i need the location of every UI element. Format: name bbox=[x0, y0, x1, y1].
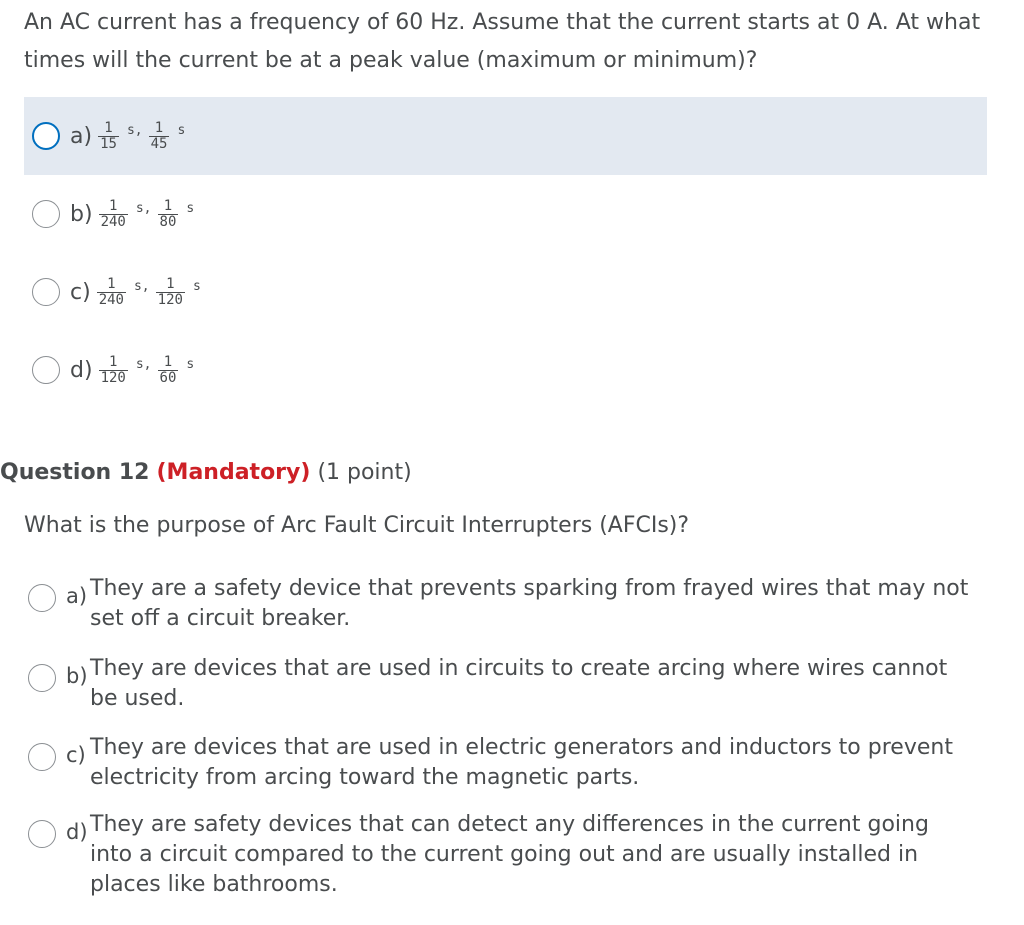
option-letter: a) bbox=[66, 584, 88, 608]
numerator: 1 bbox=[108, 197, 118, 214]
denominator: 240 bbox=[100, 213, 126, 230]
option-answer bbox=[97, 277, 207, 308]
separator: s, bbox=[135, 356, 152, 372]
separator: s, bbox=[133, 278, 150, 294]
radio-button-icon[interactable] bbox=[28, 664, 56, 692]
q11-option-b[interactable] bbox=[24, 175, 987, 253]
option-letter: b) bbox=[66, 664, 88, 688]
denominator: 240 bbox=[98, 291, 124, 308]
radio-button-icon[interactable] bbox=[32, 356, 60, 384]
unit: s bbox=[186, 200, 195, 216]
unit: s bbox=[186, 356, 195, 372]
question-12-text: What is the purpose of Arc Fault Circuit Interrupters (AFCIs)? bbox=[24, 513, 690, 538]
denominator: 45 bbox=[150, 135, 168, 152]
numerator: 1 bbox=[108, 353, 118, 370]
radio-button-icon[interactable] bbox=[32, 122, 60, 150]
denominator: 15 bbox=[100, 135, 117, 152]
option-letter: d) bbox=[70, 357, 93, 383]
denominator: 60 bbox=[159, 369, 177, 386]
fraction bbox=[97, 277, 126, 308]
option-answer bbox=[98, 121, 191, 152]
option-answer bbox=[99, 355, 201, 386]
denominator: 120 bbox=[100, 369, 126, 386]
option-letter: d) bbox=[66, 820, 88, 844]
denominator: 120 bbox=[157, 291, 183, 308]
option-text: They are a safety device that prevents sparking from frayed wires that may not set off a circuit breaker. bbox=[90, 576, 969, 631]
option-text: They are safety devices that can detect any differences in the current going into a circuit compared to the current going out and are usually installed in places like bathrooms. bbox=[90, 812, 929, 897]
fraction bbox=[98, 121, 119, 152]
unit: s bbox=[192, 278, 201, 294]
question-12-header bbox=[0, 458, 412, 488]
numerator: 1 bbox=[163, 353, 173, 370]
fraction bbox=[156, 277, 185, 308]
numerator: 1 bbox=[107, 275, 116, 292]
numerator: 1 bbox=[104, 119, 113, 136]
q12-option-c[interactable] bbox=[24, 733, 984, 793]
radio-button-icon[interactable] bbox=[32, 200, 60, 228]
separator: s, bbox=[126, 122, 143, 138]
q11-option-d[interactable] bbox=[24, 331, 987, 409]
option-text: They are devices that are used in electric generators and inductors to prevent electricity from arcing toward the magnetic parts. bbox=[90, 735, 953, 790]
question-number: Question 12 bbox=[0, 460, 150, 485]
option-answer bbox=[99, 199, 201, 230]
q12-option-d[interactable] bbox=[24, 810, 984, 900]
fraction bbox=[158, 355, 179, 386]
unit: s bbox=[177, 122, 186, 138]
denominator: 80 bbox=[159, 213, 177, 230]
option-text: They are devices that are used in circuits to create arcing where wires cannot be used. bbox=[90, 656, 948, 711]
q12-option-b[interactable] bbox=[24, 654, 984, 714]
fraction bbox=[149, 121, 170, 152]
numerator: 1 bbox=[154, 119, 164, 136]
option-letter: a) bbox=[70, 123, 93, 149]
radio-button-icon[interactable] bbox=[32, 278, 60, 306]
option-letter: c) bbox=[70, 279, 91, 305]
q12-option-a[interactable] bbox=[24, 574, 984, 634]
option-letter: c) bbox=[66, 743, 86, 767]
option-letter: b) bbox=[70, 201, 93, 227]
mandatory-label: (Mandatory) bbox=[156, 460, 311, 485]
numerator: 1 bbox=[163, 197, 173, 214]
q11-option-a[interactable] bbox=[24, 97, 987, 175]
question-11-text: An AC current has a frequency of 60 Hz. Assume that the current starts at 0 A. At what times will the current be at a peak value (maximum or minimum)? bbox=[24, 10, 981, 73]
radio-button-icon[interactable] bbox=[28, 743, 56, 771]
points-label: (1 point) bbox=[317, 460, 412, 485]
fraction bbox=[158, 199, 179, 230]
fraction bbox=[99, 199, 128, 230]
separator: s, bbox=[135, 200, 152, 216]
numerator: 1 bbox=[166, 275, 175, 292]
radio-button-icon[interactable] bbox=[28, 820, 56, 848]
fraction bbox=[99, 355, 128, 386]
radio-button-icon[interactable] bbox=[28, 584, 56, 612]
q11-option-c[interactable] bbox=[24, 253, 987, 331]
